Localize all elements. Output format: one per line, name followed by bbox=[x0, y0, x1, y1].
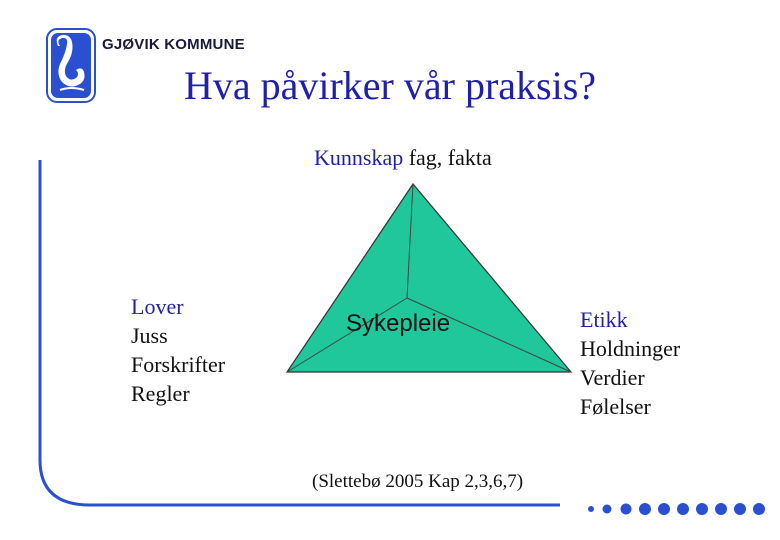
left-heading: Lover bbox=[131, 294, 184, 319]
dotted-border bbox=[585, 500, 775, 520]
right-item: Holdninger bbox=[580, 336, 681, 361]
right-item: Verdier bbox=[580, 365, 645, 390]
right-heading: Etikk bbox=[580, 307, 628, 332]
left-item: Regler bbox=[131, 381, 190, 406]
organization-name: GJØVIK KOMMUNE bbox=[102, 36, 245, 53]
citation: (Slettebø 2005 Kap 2,3,6,7) bbox=[312, 471, 524, 492]
left-column bbox=[131, 292, 225, 408]
right-column bbox=[580, 305, 680, 421]
triangle-shape bbox=[287, 184, 571, 372]
right-item: Følelser bbox=[580, 394, 651, 419]
triangle-diagram bbox=[285, 180, 575, 376]
slide-title: Hva påvirker vår praksis? bbox=[183, 63, 597, 108]
top-label bbox=[314, 145, 492, 171]
center-label: Sykepleie bbox=[346, 310, 451, 337]
top-label-rest: fag, fakta bbox=[403, 145, 492, 170]
top-label-keyword: Kunnskap bbox=[314, 145, 404, 170]
left-item: Forskrifter bbox=[131, 352, 226, 377]
left-item: Juss bbox=[131, 323, 168, 348]
